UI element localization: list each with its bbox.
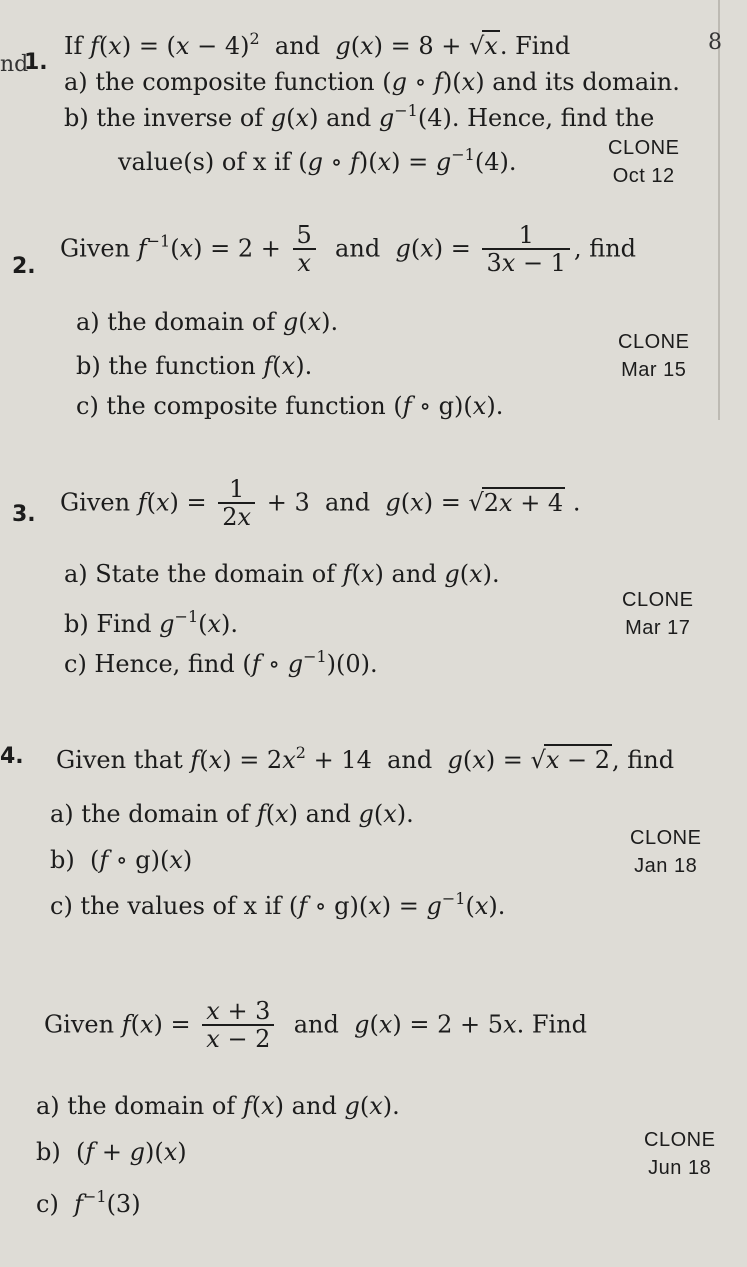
part-a: a) the composite function (g ∘ f)(x) and its domain.: [64, 68, 680, 96]
question-stem: Given f(x) = $\frac{1}{2x}$ + 3 and g(x) = √2x + 4 .: [60, 475, 581, 532]
part-a: a) the domain of f(x) and g(x).: [36, 1092, 400, 1120]
part-b: b) the function f(x).: [76, 352, 313, 380]
clone-stamp: CLONE Jan 18: [630, 827, 702, 877]
part-b: b) (f ∘ g)(x): [50, 846, 193, 874]
clone-stamp: CLONE Mar 17: [622, 589, 694, 639]
part-b: b) (f + g)(x): [36, 1138, 187, 1166]
question-stem: Given f(x) = $\frac{x + 3}{x - 2}$ and g(x) = 2 + 5x. Find: [44, 997, 588, 1054]
question-stem: Given $f^{-1}(x) = 2$ + $\frac{5}{x}$ and g(x) = $\frac{1}{3x - 1}$ , find: [60, 221, 637, 278]
part-c: c) the values of x if (f ∘ $g)(x) = g^{-1}(x)$.: [50, 889, 506, 920]
margin-number: 8: [708, 30, 722, 55]
question-stem: If $f(x) = (x - 4)^2$ and g(x) = 8 + √x. Find: [64, 29, 571, 60]
part-b-continued: value(s) of x if (g ∘ $f)(x) = g^{-1}(4)$.: [118, 145, 517, 176]
part-a: a) the domain of f(x) and g(x).: [50, 800, 414, 828]
question-number: 3.: [12, 502, 36, 527]
part-b: b) Find $g^{-1}(x)$.: [64, 607, 239, 638]
part-b: b) the inverse of g(x) and $g^{-1}(4)$. Hence, find the: [64, 101, 655, 132]
column-divider: [718, 0, 720, 420]
question-stem: Given that $f(x) = 2x^2 + 14$ and g(x) = √x − 2, find: [56, 743, 675, 774]
part-a: a) State the domain of f(x) and g(x).: [64, 560, 500, 588]
clone-stamp: CLONE Mar 15: [618, 331, 690, 381]
part-c: c) Hence, find (f ∘ $g^{-1})(0)$.: [64, 647, 378, 678]
part-c: c) $f^{-1}(3)$: [36, 1187, 141, 1218]
question-number: 2.: [12, 254, 36, 279]
clone-stamp: CLONE Jun 18: [644, 1129, 716, 1179]
clone-stamp: CLONE Oct 12: [608, 137, 680, 187]
question-number: 1.: [24, 50, 48, 75]
part-c: c) the composite function (f ∘ g)(x).: [76, 392, 504, 420]
margin-fragment: nd: [0, 52, 29, 77]
part-a: a) the domain of g(x).: [76, 308, 339, 336]
question-number: 4.: [0, 744, 24, 769]
